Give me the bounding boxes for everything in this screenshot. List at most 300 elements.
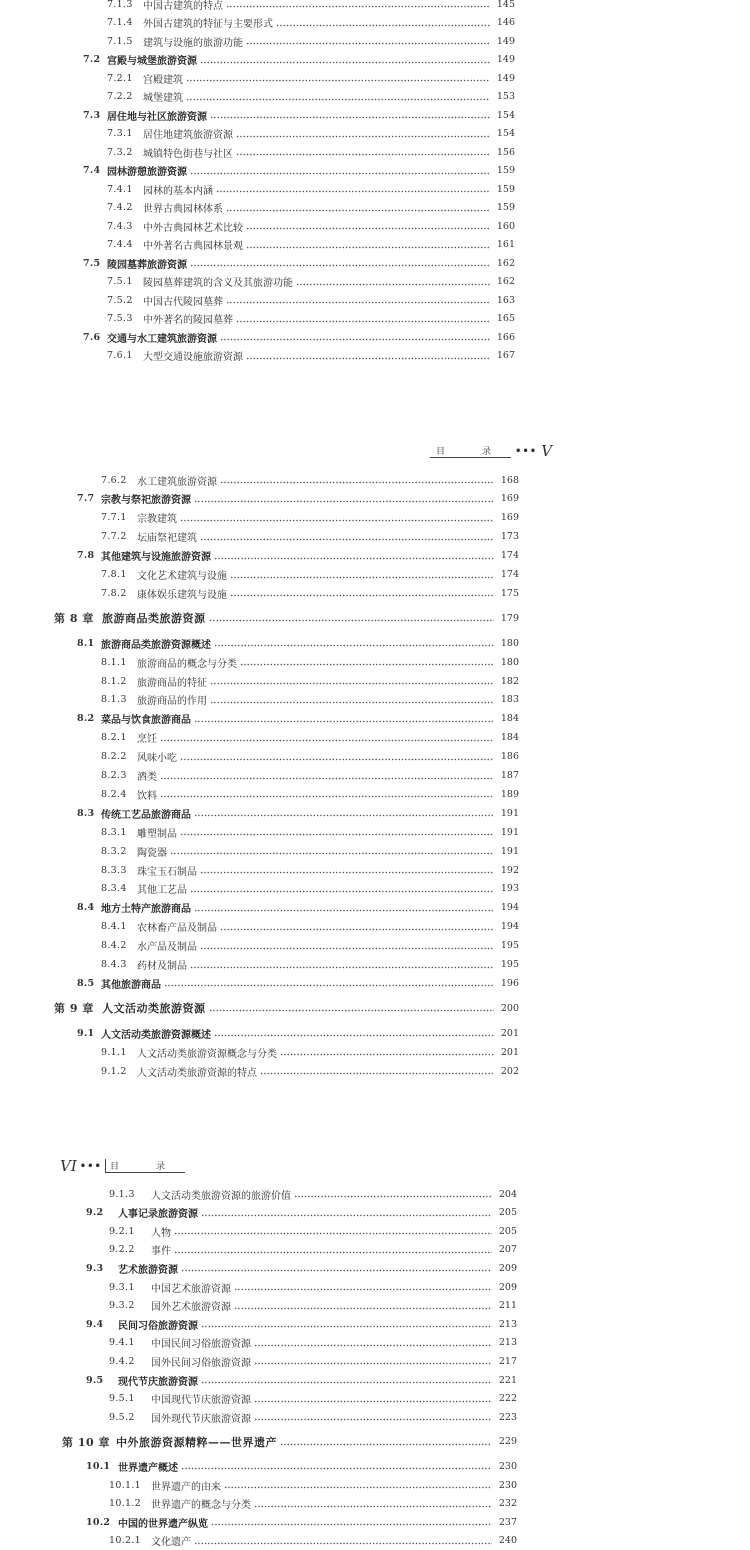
toc-entry-number: 7.6.2 (101, 474, 127, 486)
toc-entry-title: 水产品及制品 (137, 942, 197, 954)
toc-entry-title: 建筑与设施的旅游功能 (143, 37, 243, 49)
dot-leader (220, 471, 494, 489)
dot-leader (200, 861, 494, 879)
toc-entry-number: 9.3.2 (109, 1300, 135, 1312)
dot-leader (180, 748, 494, 766)
toc-entry-number: 7.8 (77, 550, 95, 562)
dot-leader (160, 767, 494, 785)
toc-entry (107, 32, 515, 50)
dot-leader (174, 1222, 492, 1240)
dot-leader (200, 937, 494, 955)
toc-entry-page: 213 (498, 1318, 517, 1330)
dot-leader (254, 1495, 492, 1513)
toc-entry-number: 8.3 (77, 807, 95, 819)
toc-entry (109, 1185, 517, 1203)
toc-entry-number: 第 9 章 (54, 1002, 94, 1016)
toc-entry-number: 8.4.1 (101, 921, 127, 933)
toc-entry (109, 1241, 517, 1259)
toc-entry-title: 中外旅游资源精粹——世界遗产 (116, 1435, 277, 1449)
toc-entry-title: 人物 (151, 1227, 171, 1239)
toc-entry-title: 人文活动类旅游资源 (102, 1002, 206, 1016)
dot-leader (236, 125, 490, 143)
toc-entry-page: 165 (496, 313, 515, 324)
toc-entry-page: 169 (500, 493, 519, 505)
toc-entry-title: 人文活动类旅游资源的特点 (137, 1067, 257, 1079)
toc-entry-page: 159 (496, 165, 515, 176)
toc-entry-number: 9.3.1 (109, 1281, 135, 1293)
toc-entry-page: 169 (500, 512, 519, 524)
toc-entry (109, 1352, 517, 1370)
toc-entry-page: 146 (496, 17, 515, 28)
dot-leader (226, 199, 490, 217)
toc-entry (109, 1408, 517, 1426)
toc-entry-page: 184 (500, 732, 519, 744)
toc-entry-number: 8.1.1 (101, 656, 127, 668)
toc-entry (107, 143, 515, 161)
toc-entry-title: 民间习俗旅游资源 (118, 1320, 198, 1332)
header-label: 目 录 (430, 444, 511, 458)
toc-entry-page: 182 (500, 675, 519, 687)
toc-entry-number: 7.6.1 (107, 350, 133, 361)
toc-entry-number: 8.2 (77, 713, 95, 725)
toc-entry-number: 9.4.1 (109, 1337, 135, 1349)
toc-entry-number: 8.3.3 (101, 864, 127, 876)
toc-entry-page: 201 (500, 1027, 519, 1039)
dot-leader (254, 1352, 492, 1370)
dot-leader (200, 528, 494, 546)
dot-leader (210, 691, 494, 709)
dot-leader (230, 584, 494, 602)
toc-entry-number: 8.2.3 (101, 770, 127, 781)
dot-leader (296, 273, 490, 291)
dot-leader (234, 1278, 492, 1296)
dot-leader (201, 1371, 492, 1389)
toc-entry-title: 菜品与饮食旅游商品 (101, 715, 191, 727)
toc-entry (101, 785, 519, 803)
dot-leader (254, 1408, 492, 1426)
toc-entry-page: 180 (500, 656, 519, 668)
toc-entry-page: 183 (500, 694, 519, 706)
toc-entry-page: 194 (500, 921, 519, 933)
toc-entry-number: 7.5.3 (107, 313, 133, 324)
toc-entry (77, 899, 519, 917)
toc-entry-number: 7.3 (83, 109, 101, 121)
toc-entry (101, 566, 519, 584)
toc-entry (77, 634, 519, 652)
toc-entry-title: 酒类 (137, 772, 157, 783)
toc-entry-number: 8.3.1 (101, 826, 127, 838)
toc-entry-page: 187 (500, 770, 519, 781)
toc-entry-number: 9.4.2 (109, 1355, 135, 1367)
toc-entry-title: 烹饪 (137, 734, 157, 746)
toc-entry-page: 202 (500, 1065, 519, 1077)
toc-entry-title: 宗教建筑 (137, 514, 177, 526)
toc-entry-page: 213 (498, 1337, 517, 1349)
toc-entry-number: 7.3.2 (107, 146, 133, 158)
toc-entry-title: 中国民间习俗旅游资源 (151, 1339, 251, 1351)
toc-entry-page: 232 (498, 1498, 517, 1510)
toc-entry-title: 旅游商品的概念与分类 (137, 658, 237, 670)
toc-entry (107, 125, 515, 143)
toc-entry (86, 1371, 517, 1389)
toc-entry-page: 149 (496, 54, 515, 65)
toc-entry-page: 217 (498, 1355, 517, 1367)
page-header-right (430, 442, 552, 460)
toc-entry (109, 1476, 517, 1494)
toc-entry-number: 8.1.3 (101, 694, 127, 706)
toc-entry (54, 999, 519, 1017)
dot-leader (181, 1259, 492, 1277)
dot-leader (180, 509, 494, 527)
toc-entry (101, 509, 519, 527)
toc-entry-title: 坛庙祭祀建筑 (137, 533, 197, 545)
dot-leader (246, 236, 490, 254)
toc-entry (101, 937, 519, 955)
toc-entry-number: 第 8 章 (54, 612, 94, 626)
toc-entry-title: 旅游商品类旅游资源 (102, 612, 206, 626)
toc-entry-number: 7.5.2 (107, 294, 133, 306)
toc-entry-page: 166 (496, 331, 515, 343)
toc-entry-page: 160 (496, 220, 515, 232)
toc-entry-number: 9.1.3 (109, 1188, 135, 1200)
toc-entry-number: 8.4.3 (101, 959, 127, 970)
toc-entry (101, 584, 519, 602)
toc-entry-title: 其他建筑与设施旅游资源 (101, 552, 211, 564)
toc-entry-page: 163 (496, 294, 515, 306)
toc-entry-title: 中外著名的陵园墓葬 (143, 315, 233, 326)
toc-entry-page: 161 (496, 239, 515, 250)
toc-entry (101, 956, 519, 974)
toc-entry-page: 209 (498, 1262, 517, 1274)
toc-entry-page: 230 (498, 1479, 517, 1491)
toc-entry-title: 旅游商品的作用 (137, 696, 207, 708)
toc-entry-title: 文化艺术建筑与设施 (137, 571, 227, 582)
dot-leader (186, 69, 490, 87)
dot-leader (246, 217, 490, 235)
toc-entry (101, 691, 519, 709)
toc-entry-page: 205 (498, 1207, 517, 1219)
toc-entry-number: 9.5 (86, 1374, 104, 1386)
dot-leader (224, 1476, 492, 1494)
toc-entry-number: 9.1 (77, 1027, 95, 1039)
page-number-roman: V (541, 442, 553, 460)
toc-entry-page: 174 (500, 569, 519, 580)
toc-entry-number: 10.1.1 (109, 1479, 142, 1491)
dot-leader (211, 1513, 492, 1531)
toc-entry (77, 804, 519, 822)
toc-entry (101, 729, 519, 747)
toc-entry-page: 191 (500, 845, 519, 857)
page-header-left (60, 1157, 185, 1175)
toc-entry-number: 7.1.3 (107, 0, 133, 10)
dot-leader (201, 1315, 492, 1333)
toc-entry (86, 1259, 517, 1277)
toc-entry-number: 7.3.1 (107, 128, 133, 139)
dot-leader (164, 974, 494, 992)
dot-leader (190, 162, 490, 180)
toc-entry (77, 547, 519, 565)
dot-leader (240, 653, 494, 671)
toc-entry-title: 交通与水工建筑旅游资源 (107, 333, 217, 345)
toc-entry-number: 10.1.2 (109, 1498, 142, 1510)
toc-entry-page: 186 (500, 751, 519, 763)
toc-entry-page: 159 (496, 202, 515, 213)
toc-entry-page: 154 (496, 109, 515, 121)
toc-entry-title: 居住地建筑旅游资源 (143, 130, 233, 141)
toc-entry-number: 7.5.1 (107, 276, 133, 287)
toc-entry-title: 事件 (151, 1246, 171, 1258)
dot-leader (210, 672, 494, 690)
toc-entry-number: 7.5 (83, 257, 101, 269)
toc-entry (101, 528, 519, 546)
toc-entry-number: 9.2 (86, 1207, 104, 1219)
toc-entry-page: 179 (500, 612, 519, 624)
toc-entry (109, 1278, 517, 1296)
dot-leader (186, 88, 490, 106)
toc-entry (101, 471, 519, 489)
toc-entry-title: 珠宝玉石制品 (137, 866, 197, 878)
toc-entry-title: 陵园墓葬旅游资源 (107, 259, 187, 271)
toc-entry-number: 9.4 (86, 1318, 104, 1330)
toc-entry-title: 居住地与社区旅游资源 (107, 111, 207, 123)
toc-entry (107, 217, 515, 235)
toc-entry (107, 88, 515, 106)
toc-entry-number: 8.4.2 (101, 940, 127, 952)
dot-leader (181, 1457, 492, 1475)
toc-entry (107, 310, 515, 328)
toc-entry-title: 宗教与祭祀旅游资源 (101, 495, 191, 507)
dot-leader (160, 785, 494, 803)
toc-entry-page: 191 (500, 807, 519, 819)
toc-entry-page: 184 (500, 713, 519, 725)
toc-entry-number: 8.2.4 (101, 788, 127, 800)
toc-entry (101, 823, 519, 841)
toc-entry-page: 221 (498, 1374, 517, 1386)
toc-entry-number: 8.2.2 (101, 751, 127, 763)
dot-leader (280, 1433, 492, 1451)
dot-leader (170, 842, 494, 860)
dot-leader (190, 880, 494, 898)
toc-entry-number: 7.2 (83, 54, 101, 65)
toc-entry-page: 154 (496, 128, 515, 139)
toc-entry (109, 1532, 517, 1550)
toc-entry-title: 世界遗产的由来 (151, 1481, 221, 1493)
dot-leader (174, 1241, 492, 1259)
dot-leader (194, 710, 494, 728)
header-dots: ••• (79, 1160, 102, 1172)
toc-entry-number: 9.2.2 (109, 1244, 135, 1256)
toc-entry-title: 外国古建筑的特征与主要形式 (143, 19, 273, 30)
toc-entry-title: 世界遗产概述 (118, 1462, 178, 1474)
toc-entry (101, 672, 519, 690)
dot-leader (180, 823, 494, 841)
toc-entry-page: 195 (500, 940, 519, 952)
toc-entry-title: 饮料 (137, 790, 157, 802)
toc-entry (109, 1334, 517, 1352)
dot-leader (254, 1334, 492, 1352)
toc-entry (86, 1513, 517, 1531)
toc-entry-page: 175 (500, 587, 519, 599)
dot-leader (226, 0, 490, 13)
toc-entry-page: 229 (498, 1436, 517, 1448)
toc-entry-page: 200 (500, 1002, 519, 1014)
toc-entry-title: 世界遗产的概念与分类 (151, 1500, 251, 1512)
dot-leader (209, 999, 495, 1017)
toc-entry-number: 7.7.1 (101, 512, 127, 524)
toc-entry-number: 7.8.2 (101, 587, 127, 599)
toc-entry-number: 7.1.5 (107, 35, 133, 47)
toc-entry (101, 1062, 519, 1080)
toc-entry (83, 328, 515, 346)
toc-entry-page: 153 (496, 91, 515, 102)
header-label: 目 录 (105, 1159, 185, 1173)
toc-entry-page: 168 (500, 474, 519, 486)
toc-entry-title: 中国的世界遗产纵览 (118, 1518, 208, 1530)
toc-entry (107, 69, 515, 87)
dot-leader (230, 566, 494, 584)
toc-entry-number: 8.2.1 (101, 732, 127, 744)
toc-entry-page: 162 (496, 257, 515, 269)
toc-entry (107, 180, 515, 198)
toc-entry-title: 现代节庆旅游资源 (118, 1376, 198, 1388)
toc-entry-title: 人文活动类旅游资源概述 (101, 1029, 211, 1041)
toc-entry (101, 1043, 519, 1061)
dot-leader (190, 254, 490, 272)
toc-entry-number: 第 10 章 (62, 1435, 110, 1449)
toc-entry-title: 中外古典园林艺术比较 (143, 222, 243, 234)
dot-leader (214, 1024, 494, 1042)
dot-leader (160, 729, 494, 747)
toc-entry-page: 149 (496, 35, 515, 47)
toc-entry (101, 653, 519, 671)
toc-entry-title: 中外著名古典园林景观 (143, 241, 243, 252)
toc-entry-page: 240 (498, 1535, 517, 1547)
toc-entry-number: 7.2.1 (107, 72, 133, 84)
toc-entry-page: 211 (498, 1300, 517, 1312)
toc-entry-number: 10.2.1 (109, 1535, 142, 1547)
toc-entry (107, 347, 515, 365)
toc-entry-page: 194 (500, 902, 519, 914)
toc-entry-title: 旅游商品类旅游资源概述 (101, 639, 211, 651)
dot-leader (294, 1185, 492, 1203)
toc-entry-title: 传统工艺品旅游商品 (101, 809, 191, 821)
toc-entry-page: 204 (498, 1188, 517, 1200)
toc-entry-title: 陵园墓葬建筑的含义及其旅游功能 (143, 278, 293, 289)
toc-entry-number: 9.2.1 (109, 1225, 135, 1237)
toc-entry (83, 254, 515, 272)
toc-entry-page: 209 (498, 1281, 517, 1293)
toc-entry-title: 旅游商品的特征 (137, 677, 207, 689)
toc-entry-title: 大型交通设施旅游资源 (143, 352, 243, 363)
toc-entry-title: 人事记录旅游资源 (118, 1209, 198, 1221)
toc-entry-title: 艺术旅游资源 (118, 1264, 178, 1276)
toc-entry-title: 中国古代陵园墓葬 (143, 296, 223, 308)
toc-entry-number: 7.7 (77, 493, 95, 505)
toc-entry-number: 8.3.4 (101, 883, 127, 895)
toc-entry-number: 9.5.2 (109, 1411, 135, 1423)
toc-entry-page: 223 (498, 1411, 517, 1423)
toc-entry-number: 8.3.2 (101, 845, 127, 857)
toc-entry-title: 其他旅游商品 (101, 979, 161, 991)
toc-entry (101, 767, 519, 785)
dot-leader (246, 32, 490, 50)
toc-entry-page: 145 (496, 0, 515, 10)
dot-leader (276, 14, 490, 32)
toc-entry (86, 1457, 517, 1475)
toc-entry-number: 10.1 (86, 1460, 111, 1472)
toc-entry-title: 其他工艺品 (137, 885, 187, 897)
dot-leader (214, 634, 494, 652)
toc-entry-title: 文化遗产 (151, 1537, 191, 1549)
toc-entry-title: 地方土特产旅游商品 (101, 904, 191, 916)
toc-entry-title: 药材及制品 (137, 961, 187, 972)
toc-entry-title: 园林的基本内涵 (143, 185, 213, 197)
dot-leader (236, 143, 490, 161)
toc-entry-page: 193 (500, 883, 519, 895)
toc-entry-page: 173 (500, 531, 519, 543)
toc-entry-page: 201 (500, 1046, 519, 1058)
toc-entry-number: 8.1.2 (101, 675, 127, 687)
toc-entry (62, 1433, 517, 1451)
toc-entry-page: 191 (500, 826, 519, 838)
dot-leader (194, 490, 494, 508)
toc-entry (101, 861, 519, 879)
toc-entry-number: 9.1.2 (101, 1065, 127, 1077)
toc-entry-number: 7.4.1 (107, 183, 133, 195)
toc-entry-title: 陶瓷器 (137, 847, 167, 859)
dot-leader (190, 956, 494, 974)
toc-entry (101, 748, 519, 766)
dot-leader (280, 1043, 494, 1061)
toc-entry-title: 宫殿与城堡旅游资源 (107, 56, 197, 67)
toc-entry-page: 156 (496, 146, 515, 158)
toc-entry (101, 918, 519, 936)
toc-entry (83, 51, 515, 69)
toc-entry-title: 城镇特色街巷与社区 (143, 148, 233, 160)
toc-entry (83, 106, 515, 124)
toc-entry-number: 7.4 (83, 165, 101, 176)
dot-leader (216, 180, 490, 198)
header-dots: ••• (515, 445, 538, 457)
toc-entry (107, 14, 515, 32)
dot-leader (246, 347, 490, 365)
toc-entry-title: 园林游憩旅游资源 (107, 167, 187, 178)
toc-entry-page: 196 (500, 977, 519, 989)
toc-entry-title: 农林畜产品及制品 (137, 923, 217, 935)
toc-entry-title: 水工建筑旅游资源 (137, 476, 217, 488)
toc-entry-page: 237 (498, 1516, 517, 1528)
toc-entry (54, 609, 519, 627)
dot-leader (194, 804, 494, 822)
toc-entry-title: 人文活动类旅游资源概念与分类 (137, 1048, 277, 1060)
dot-leader (210, 106, 490, 124)
toc-entry (101, 842, 519, 860)
toc-entry-number: 9.5.1 (109, 1393, 135, 1405)
toc-entry-title: 雕塑制品 (137, 828, 177, 840)
toc-entry (107, 273, 515, 291)
toc-entry-number: 7.7.2 (101, 531, 127, 543)
dot-leader (209, 609, 495, 627)
toc-entry-page: 167 (496, 350, 515, 361)
toc-entry-title: 中国古建筑的特点 (143, 0, 223, 12)
dot-leader (236, 310, 490, 328)
toc-entry-number: 7.2.2 (107, 91, 133, 102)
toc-entry-page: 159 (496, 183, 515, 195)
toc-entry (77, 974, 519, 992)
toc-entry (109, 1390, 517, 1408)
toc-entry (101, 880, 519, 898)
toc-entry-page: 174 (500, 550, 519, 562)
